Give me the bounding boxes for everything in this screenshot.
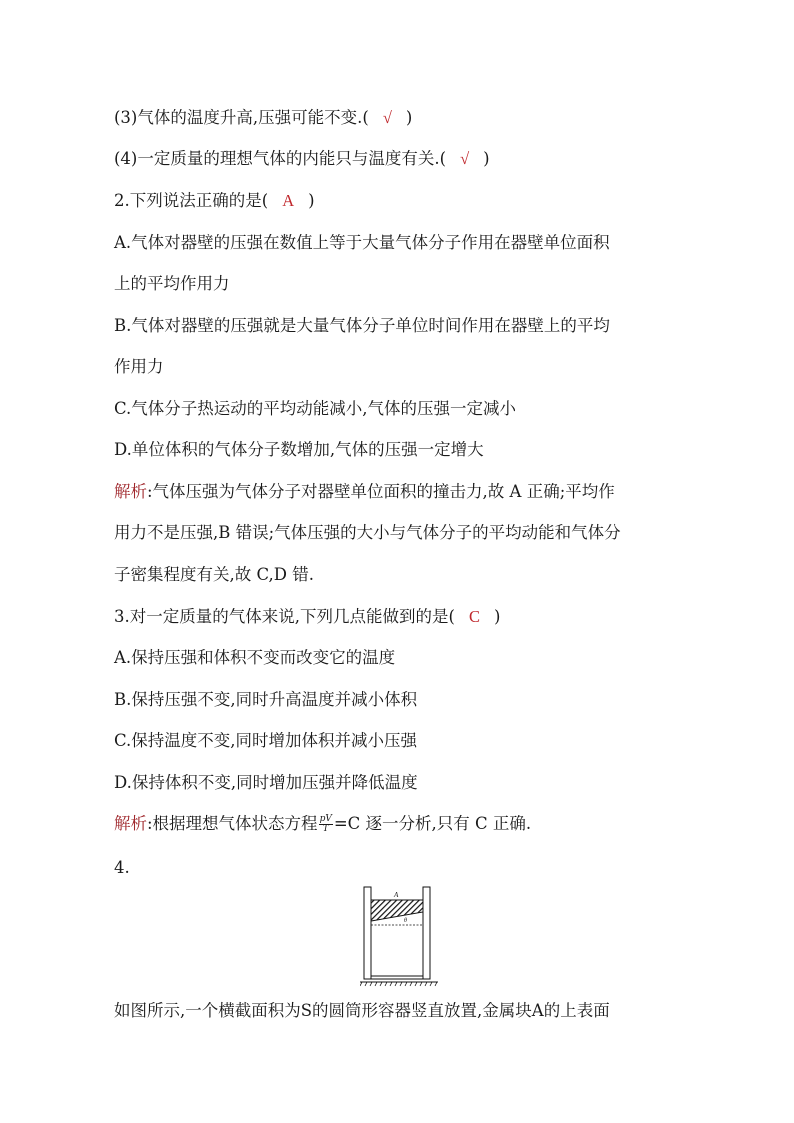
q2-analysis-cont: 用力不是压强,B 错误;气体压强的大小与气体分子的平均动能和气体分: [114, 523, 621, 542]
q2-stem: 2.下列说法正确的是( A ): [114, 191, 315, 210]
q2-option-b: B.气体对器壁的压强就是大量气体分子单位时间作用在器壁上的平均: [114, 316, 610, 335]
q3-option-d: D.保持体积不变,同时增加压强并降低温度: [114, 773, 418, 792]
q3-option-a: A.保持压强和体积不变而改变它的温度: [114, 648, 396, 667]
analysis-label: 解析: [114, 814, 147, 833]
fraction-pv-over-t: $\frac{pV}{T}$: [319, 814, 332, 834]
q3-option-b: B.保持压强不变,同时升高温度并减小体积: [114, 690, 418, 709]
q2-option-a-cont: 上的平均作用力: [114, 274, 230, 293]
q2-option-a: A.气体对器壁的压强在数值上等于大量气体分子作用在器壁单位面积: [114, 233, 610, 252]
answer-letter: C: [468, 607, 480, 626]
q2-analysis: 解析:气体压强为气体分子对器壁单位面积的撞击力,故 A 正确;平均作: [114, 482, 615, 501]
q3-stem: 3.对一定质量的气体来说,下列几点能做到的是( C ): [114, 607, 501, 626]
metal-block-a: [371, 900, 423, 921]
q1-item-3: (3)气体的温度升高,压强可能不变.( √ ): [114, 108, 413, 127]
container-right-wall: [423, 887, 430, 979]
q3-analysis: 解析:根据理想气体状态方程 $\frac{pV}{T}$ =C 逐一分析,只有 C 正确.: [114, 814, 532, 834]
answer-letter: A: [282, 191, 295, 210]
analysis-label: 解析: [114, 482, 147, 501]
q1-item-4: (4)一定质量的理想气体的内能只与温度有关.( √ ): [114, 149, 490, 168]
q2-option-b-cont: 作用力: [114, 357, 164, 376]
q4-number: 4.: [114, 858, 130, 877]
cylinder-container-figure: [360, 885, 438, 987]
label-a: A: [394, 891, 399, 899]
q4-text: 如图所示,一个横截面积为S的圆筒形容器竖直放置,金属块A的上表面: [114, 1001, 610, 1020]
answer-mark: √: [460, 149, 470, 168]
answer-mark: √: [382, 108, 392, 127]
q2-option-c: C.气体分子热运动的平均动能减小,气体的压强一定减小: [114, 399, 517, 418]
q3-option-c: C.保持温度不变,同时增加体积并减小压强: [114, 731, 418, 750]
label-theta: θ: [404, 918, 407, 924]
container-left-wall: [364, 887, 371, 979]
q2-analysis-cont2: 子密集程度有关,故 C,D 错.: [114, 565, 314, 584]
ground-hatching: [360, 982, 437, 986]
q2-option-d: D.单位体积的气体分子数增加,气体的压强一定增大: [114, 440, 484, 459]
